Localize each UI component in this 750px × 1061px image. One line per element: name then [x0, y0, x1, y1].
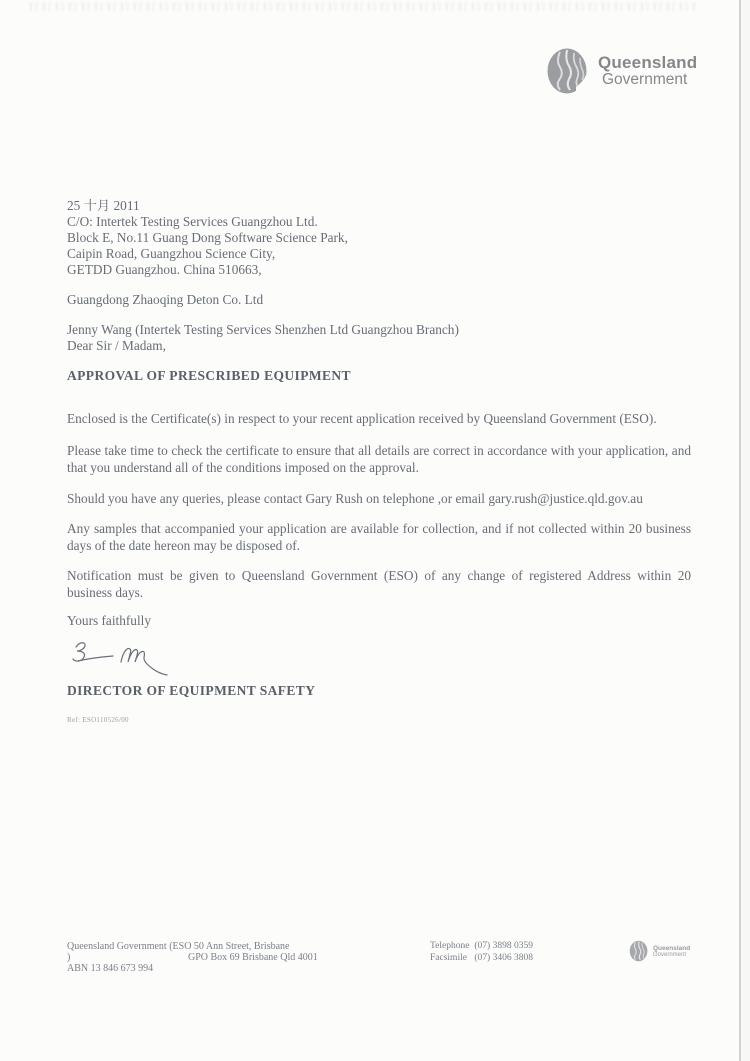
- footer-address-block: [67, 941, 318, 974]
- logo-wordmark: [598, 54, 697, 88]
- footer-contact-block: [430, 941, 533, 964]
- footer-address-paren: ): [67, 952, 71, 963]
- footer-gpo-box: GPO Box 69 Brisbane Qld 4001: [188, 952, 318, 963]
- paragraph-2: Please take time to check the certificate to ensure that all details are correct in accordance with your application, and that you understand all of the conditions imposed on the approval.: [67, 443, 691, 475]
- footer-facsimile-row: [430, 953, 533, 965]
- letter-footer: [0, 938, 750, 998]
- scan-artifact-right-margin: [741, 0, 750, 1061]
- salutation: Dear Sir / Madam,: [67, 338, 166, 353]
- scan-artifact-right-edge-line: [739, 0, 741, 1061]
- recipient-line-3: Caipin Road, Guangzhou Science City,: [67, 246, 276, 261]
- handwritten-signature: [69, 635, 201, 677]
- closing-line: Yours faithfully: [67, 613, 151, 628]
- logo-text-government: Government: [602, 71, 688, 88]
- letter-date: 25 十月 2011: [67, 198, 140, 213]
- paragraph-3: Should you have any queries, please contact Gary Rush on telephone ,or email gary.rush@justice.qld.gov.au: [67, 491, 643, 506]
- facsimile-value: (07) 3406 3808: [474, 952, 533, 963]
- recipient-line-4: GETDD Guangzhou. China 510663,: [67, 262, 262, 277]
- letter-body: [67, 198, 691, 728]
- footer-address-line-2: [67, 952, 318, 963]
- telephone-label: Telephone: [430, 941, 470, 951]
- recipient-line-2: Block E, No.11 Guang Dong Software Science Park,: [67, 230, 348, 245]
- footer-crest-icon: [629, 940, 649, 962]
- telephone-value: (07) 3898 0359: [474, 941, 533, 951]
- paragraph-1: Enclosed is the Certificate(s) in respect to your recent application received by Queensland Government (ESO).: [67, 411, 657, 426]
- company-name: Guangdong Zhaoqing Deton Co. Ltd: [67, 292, 264, 307]
- footer-address-line-1: Queensland Government (ESO 50 Ann Street, Brisbane: [67, 941, 290, 952]
- footer-abn: ABN 13 846 673 994: [67, 963, 154, 974]
- attention-line: Jenny Wang (Intertek Testing Services Shenzhen Ltd Guangzhou Branch): [67, 322, 459, 337]
- footer-queensland-logo: [629, 940, 690, 962]
- paragraph-5: Notification must be given to Queensland Government (ESO) of any change of registered Address within 20 business days.: [67, 568, 691, 600]
- paragraph-4: Any samples that accompanied your application are available for collection, and if not collected within 20 business days of the date hereon may be disposed of.: [67, 521, 691, 553]
- subject-heading: APPROVAL OF PRESCRIBED EQUIPMENT: [67, 368, 351, 383]
- footer-logo-wordmark: [653, 945, 690, 958]
- footer-logo-text-government: Government: [653, 951, 687, 958]
- queensland-government-logo: [546, 47, 697, 95]
- footer-logo-text-queensland: Queensland: [653, 944, 691, 952]
- scan-artifact-top-noise: [30, 2, 695, 11]
- reference-number: Ref: ESO110526/00: [67, 716, 129, 724]
- footer-telephone-row: [430, 941, 533, 953]
- signer-title: DIRECTOR OF EQUIPMENT SAFETY: [67, 683, 316, 698]
- facsimile-label: Facsimile: [430, 952, 467, 963]
- logo-text-queensland: Queensland: [598, 53, 698, 72]
- queensland-crest-icon: [546, 47, 590, 95]
- recipient-line-1: C/O: Intertek Testing Services Guangzhou Ltd.: [67, 214, 318, 229]
